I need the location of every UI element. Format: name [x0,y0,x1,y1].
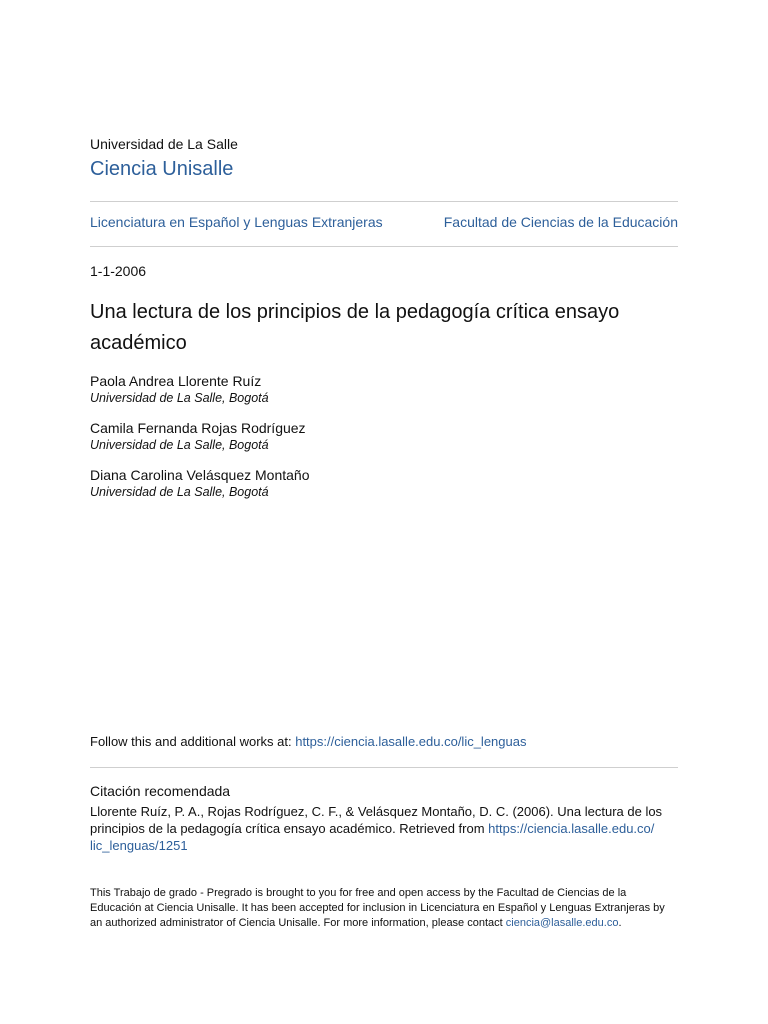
collection-nav [90,214,678,230]
divider-top [90,201,678,202]
access-notice-text: This Trabajo de grado - Pregrado is brought to you for free and open access by the Facultad de Ciencias de la Educación at Ciencia Unisalle. It has been accepted for inclusion in Licenciatura en Español y Lenguas Extranjeras by an authorized administrator of Ciencia Unisalle. For more information, please contact [90,887,665,929]
citation-heading: Citación recomendada [90,783,231,799]
document-title: Una lectura de los principios de la pedagogía crítica ensayo académico [90,301,620,354]
institution-name: Universidad de La Salle [90,136,238,152]
contact-email-link[interactable]: ciencia@lasalle.edu.co [505,917,619,929]
author-entry [90,419,678,453]
access-notice [90,886,678,931]
citation-body: Llorente Ruíz, P. A., Rojas Rodríguez, C. F., & Velásquez Montaño, D. C. (2006). Una lectura de los principios de la pedagogía crítica ensayo académico. Retrieved from [90,804,663,836]
citation-url-part2: lic_lenguas/1251 [90,838,188,853]
follow-text: Follow this and additional works at: [90,734,296,749]
author-name: Camila Fernanda Rojas Rodríguez [90,420,306,436]
collection-url-link[interactable]: https://ciencia.lasalle.edu.co/lic_lenguas [295,734,527,749]
author-entry [90,372,678,406]
citation-text [90,803,678,854]
author-list [90,372,678,513]
faculty-link[interactable]: Facultad de Ciencias de la Educación [443,214,678,230]
author-name: Paola Andrea Llorente Ruíz [90,373,262,389]
publication-date: 1-1-2006 [90,263,147,279]
author-affiliation: Universidad de La Salle, Bogotá [90,485,269,499]
divider-citation [90,767,678,768]
follow-line [90,734,526,749]
author-affiliation: Universidad de La Salle, Bogotá [90,438,269,452]
author-affiliation: Universidad de La Salle, Bogotá [90,391,269,405]
collection-link[interactable]: Licenciatura en Español y Lenguas Extranjeras [90,214,383,230]
author-name: Diana Carolina Velásquez Montaño [90,467,310,483]
divider-nav [90,246,678,247]
repository-link[interactable]: Ciencia Unisalle [90,158,234,180]
author-entry [90,466,678,500]
access-notice-end: . [618,917,622,929]
citation-url-part1: https://ciencia.lasalle.edu.co/ [488,821,655,836]
